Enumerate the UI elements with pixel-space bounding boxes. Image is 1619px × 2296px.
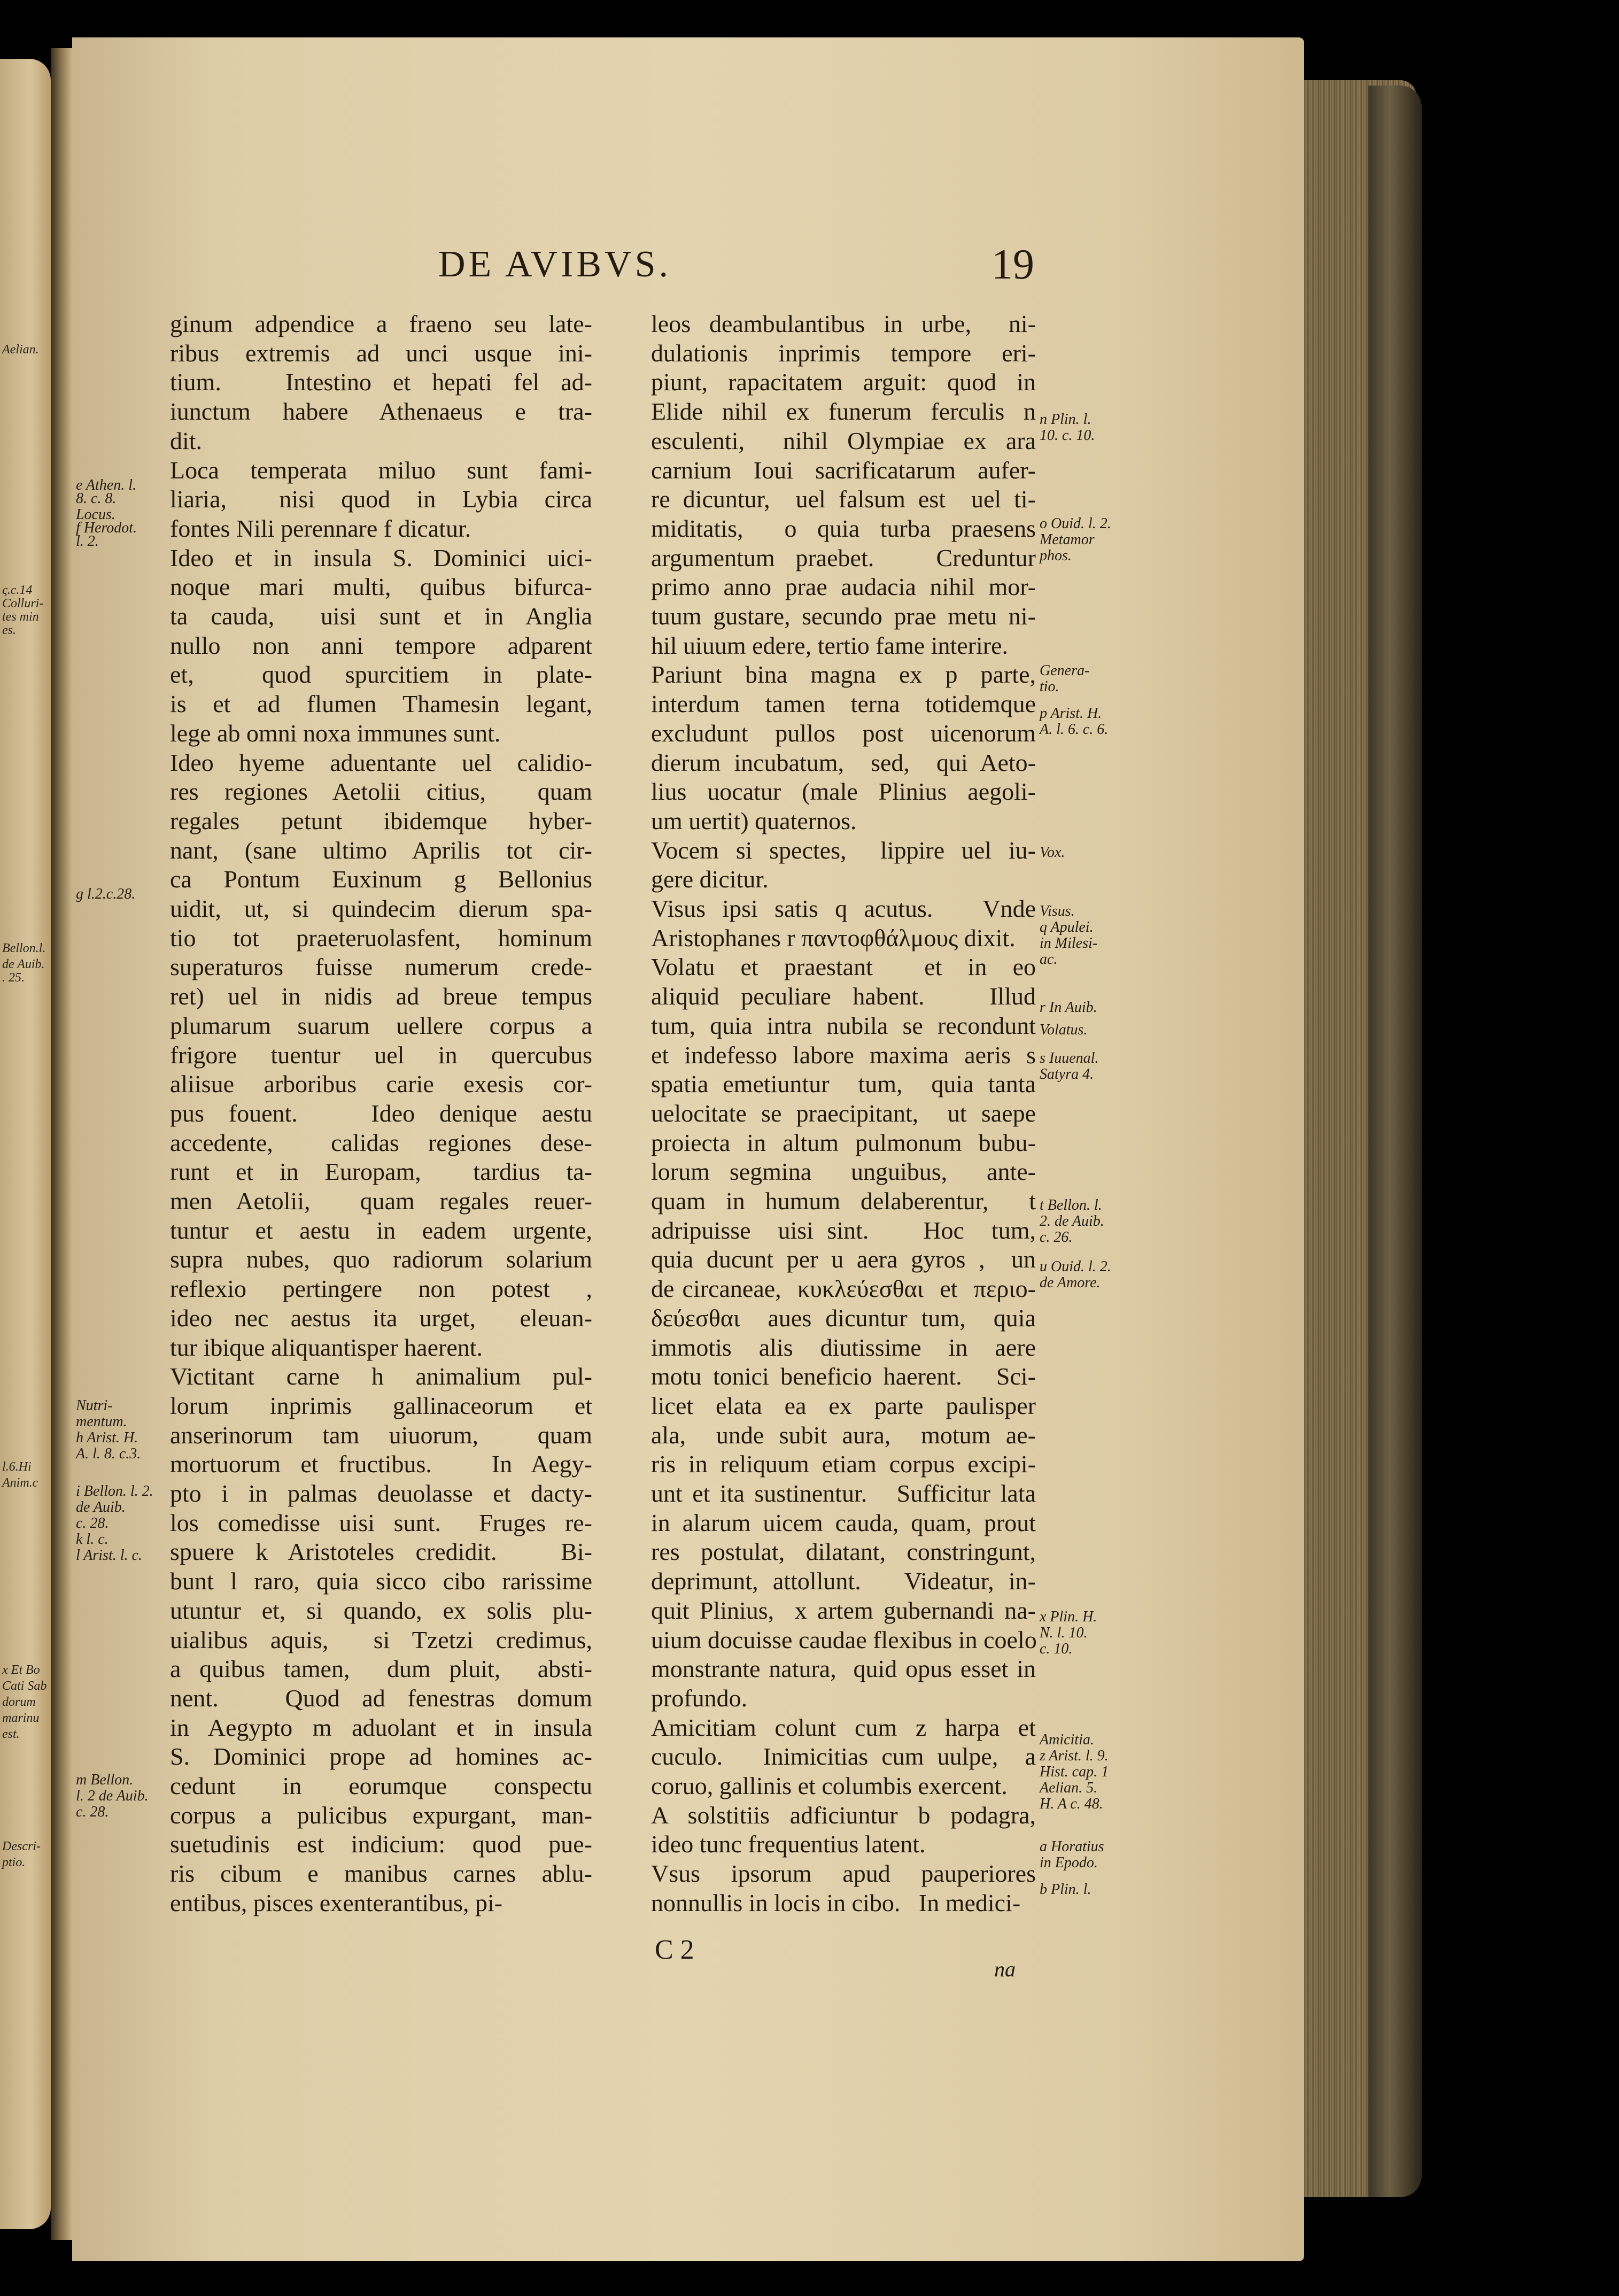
text-line: in alarum uicem cauda, quam, prout: [651, 1509, 1036, 1536]
text-line: esculenti, nihil Olympiae ex ara: [651, 427, 1036, 454]
text-line: excludunt pullos post uicenorum: [651, 719, 1036, 747]
text-line: accedente, calidas regiones dese-: [170, 1128, 592, 1156]
text-line: pto i in palmas deuolasse et dacty-: [170, 1480, 592, 1507]
text-line: iunctum habere Athenaeus e tra-: [170, 398, 592, 426]
text-line: suetudinis est indicium: quod pue-: [170, 1830, 592, 1858]
text-line: tur ibique aliquantisper haerent.: [170, 1333, 483, 1361]
text-line: lorum inprimis gallinaceorum et: [170, 1391, 592, 1419]
text-line: ideo nec aestus ita urget, eleuan-: [170, 1304, 592, 1332]
text-line: spatia emetiuntur tum, quia tanta: [651, 1070, 1036, 1098]
text-line: um uertit) quaternos.: [651, 807, 857, 834]
text-line: res regiones Aetolii citius, quam: [170, 778, 592, 806]
text-line: runt et in Europam, tardius ta-: [170, 1158, 592, 1186]
text-line: ala, unde subit aura, motum ae-: [651, 1421, 1036, 1449]
text-line: mortuorum et fructibus. In Aegy-: [170, 1450, 592, 1478]
previous-page-fragment: marinu: [2, 1711, 40, 1725]
text-line: uidit, ut, si quindecim dierum spa-: [170, 895, 592, 922]
previous-page-fragment: Colluri-: [2, 597, 44, 610]
text-line: ca Pontum Euxinum g Bellonius: [170, 865, 592, 893]
margin-note: b Plin. l.: [1040, 1881, 1091, 1898]
previous-page-fragment: tes min: [2, 610, 39, 624]
text-line: regales petunt ibidemque hyber-: [170, 807, 592, 834]
previous-page-fragment: l.6.Hi: [2, 1460, 32, 1474]
margin-note: Volatus.: [1040, 1022, 1088, 1038]
margin-note: p Arist. H.: [1040, 705, 1102, 722]
text-line: nant, (sane ultimo Aprilis tot cir-: [170, 836, 592, 864]
text-line: proiecta in altum pulmonum bubu-: [651, 1128, 1036, 1156]
text-line: ginum adpendice a fraeno seu late-: [170, 310, 592, 337]
text-line: supra nubes, quo radiorum solarium: [170, 1246, 592, 1273]
text-line: leos deambulantibus in urbe, ni-: [651, 310, 1036, 337]
text-line: liaria, nisi quod in Lybia circa: [170, 485, 592, 513]
margin-note: Hist. cap. 1: [1040, 1764, 1109, 1780]
running-head: DE AVIBVS.: [438, 244, 672, 285]
text-line: Vsus ipsorum apud pauperiores: [651, 1860, 1036, 1888]
text-line: licet elata ea ex parte paulisper: [651, 1391, 1036, 1419]
previous-page-fragment: Aelian.: [2, 343, 39, 357]
text-line: ideo tunc frequentius latent.: [651, 1830, 926, 1858]
text-line: in Aegypto m aduolant et in insula: [170, 1713, 592, 1741]
text-line: uelocitate se praecipitant, ut saepe: [651, 1099, 1036, 1127]
text-line: Aristophanes r παντοφθάλμους dixit.: [651, 924, 1016, 952]
text-line: Ideo et in insula S. Dominici uici-: [170, 544, 592, 571]
text-line: lorum segmina unguibus, ante-: [651, 1158, 1036, 1186]
text-line: cedunt in eorumque conspectu: [170, 1772, 592, 1799]
text-line: is et ad flumen Thamesin legant,: [170, 690, 592, 718]
margin-note: n Plin. l.: [1040, 411, 1091, 428]
text-line: quit Plinius, x artem gubernandi na-: [651, 1596, 1036, 1624]
margin-note: 2. de Auib.: [1040, 1213, 1104, 1230]
margin-note: a Horatius: [1040, 1838, 1104, 1855]
text-line: Visus ipsi satis q acutus. Vnde: [651, 895, 1036, 922]
text-line: Victitant carne h animalium pul-: [170, 1363, 592, 1390]
text-line: ret) uel in nidis ad breue tempus: [170, 983, 592, 1010]
text-line: uialibus aquis, si Tzetzi credimus,: [170, 1626, 592, 1653]
text-line: reflexio pertingere non potest ,: [170, 1275, 592, 1303]
text-line: argumentum praebet. Creduntur: [651, 544, 1036, 571]
text-line: anserinorum tam uiuorum, quam: [170, 1421, 592, 1449]
previous-page-fragment: Cati Sab: [2, 1679, 47, 1693]
margin-note: x Plin. H.: [1040, 1609, 1097, 1625]
margin-note: z Arist. l. 9.: [1040, 1748, 1109, 1764]
text-line: tuum gustare, secundo prae metu ni-: [651, 602, 1036, 630]
text-line: ribus extremis ad unci usque ini-: [170, 339, 592, 367]
margin-note: tio.: [1040, 678, 1059, 695]
previous-page-fragment: ς.c.14: [2, 583, 33, 597]
signature-mark: C 2: [655, 1935, 694, 1965]
margin-note: Satyra 4.: [1040, 1066, 1094, 1083]
text-line: cuculo. Inimicitias cum uulpe, a: [651, 1743, 1036, 1771]
previous-page-fragment: Anim.c: [2, 1476, 38, 1490]
text-line: nonnullis in locis in cibo. In medici-: [651, 1889, 1021, 1916]
text-line: Ideo hyeme aduentante uel calidio-: [170, 748, 592, 776]
margin-note: c. 10.: [1040, 1641, 1073, 1657]
text-line: motu tonici beneficio haerent. Sci-: [651, 1363, 1036, 1390]
margin-note: i Bellon. l. 2.: [76, 1483, 153, 1499]
margin-note: o Ouid. l. 2.: [1040, 515, 1111, 532]
margin-note: m Bellon.: [76, 1772, 134, 1788]
text-line: spuere k Aristoteles credidit. Bi-: [170, 1538, 592, 1566]
text-line: Pariunt bina magna ex p parte,: [651, 661, 1036, 689]
text-line: frigore tuentur uel in quercubus: [170, 1041, 592, 1069]
text-line: et indefesso labore maxima aeris s: [651, 1041, 1036, 1069]
margin-note: de Amore.: [1040, 1274, 1101, 1291]
margin-note: s Iuuenal.: [1040, 1050, 1099, 1066]
margin-note: c. 28.: [76, 1804, 109, 1820]
text-line: δεύεσθαι aues dicuntur tum, quia: [651, 1304, 1036, 1332]
previous-page-edge: [0, 59, 51, 2229]
text-line: Elide nihil ex funerum ferculis n: [651, 398, 1036, 426]
text-line: tuntur et aestu in eadem urgente,: [170, 1216, 592, 1244]
margin-note: h Arist. H.: [76, 1429, 138, 1446]
text-line: ris cibum e manibus carnes ablu-: [170, 1860, 592, 1888]
text-line: deprimunt, attollunt. Videatur, in-: [651, 1567, 1036, 1595]
text-line: Volatu et praestant et in eo: [651, 953, 1036, 981]
book-cover-edge: [1368, 86, 1422, 2197]
text-line: Vocem si spectes, lippire uel iu-: [651, 836, 1036, 864]
text-line: aliquid peculiare habent. Illud: [651, 983, 1036, 1010]
previous-page-fragment: es.: [2, 623, 16, 637]
margin-note: Nutri-: [76, 1397, 113, 1414]
text-line: adripuisse uisi sint. Hoc tum,: [651, 1216, 1036, 1244]
margin-note: l. 2 de Auib.: [76, 1788, 149, 1804]
text-line: immotis alis diutissime in aere: [651, 1333, 1036, 1361]
text-line: lege ab omni noxa immunes sunt.: [170, 719, 501, 747]
text-line: tium. Intestino et hepati fel ad-: [170, 368, 592, 396]
margin-note: Aelian. 5.: [1040, 1780, 1098, 1796]
margin-note: Amicitia.: [1040, 1731, 1094, 1748]
text-line: hil uiuum edere, tertio fame interire.: [651, 631, 1009, 659]
text-line: dierum incubatum, sed, qui Aeto-: [651, 748, 1036, 776]
margin-note: in Milesi-: [1040, 935, 1098, 952]
page-number: 19: [991, 241, 1034, 288]
margin-note: phos.: [1040, 547, 1072, 564]
text-line: primo anno prae audacia nihil mor-: [651, 573, 1036, 601]
margin-note: c. 26.: [1040, 1229, 1073, 1246]
book-gutter: [51, 48, 72, 2240]
text-line: Loca temperata miluo sunt fami-: [170, 456, 592, 484]
margin-note: Metamor: [1040, 531, 1095, 548]
text-line: S. Dominici prope ad homines ac-: [170, 1743, 592, 1771]
text-line: unt et ita sustinentur. Sufficitur lata: [651, 1480, 1036, 1507]
margin-note: A. l. 8. c.3.: [76, 1445, 141, 1462]
text-line: a quibus tamen, dum pluit, absti-: [170, 1655, 592, 1683]
text-line: pus fouent. Ideo denique aestu: [170, 1099, 592, 1127]
text-line: de circaneae, κυκλεύεσθαι et περιο-: [651, 1275, 1036, 1303]
text-line: profundo.: [651, 1684, 748, 1712]
previous-page-fragment: Bellon.l.: [2, 941, 46, 955]
text-line: ris in reliquum etiam corpus excipi-: [651, 1450, 1036, 1478]
margin-note: c. 28.: [76, 1515, 109, 1532]
text-line: los comedisse uisi sunt. Fruges re-: [170, 1509, 592, 1536]
text-line: tum, quia intra nubila se recondunt: [651, 1011, 1036, 1039]
previous-page-fragment: Descri-: [2, 1839, 41, 1853]
text-line: piunt, rapacitatem arguit: quod in: [651, 368, 1036, 396]
margin-note: 10. c. 10.: [1040, 427, 1095, 444]
margin-note: in Epodo.: [1040, 1854, 1098, 1871]
text-line: aliisue arboribus carie exesis cor-: [170, 1070, 592, 1098]
text-line: ta cauda, uisi sunt et in Anglia: [170, 602, 592, 630]
margin-note: l. 2.: [76, 533, 99, 550]
text-line: utuntur et, si quando, ex solis plu-: [170, 1596, 592, 1624]
text-line: men Aetolii, quam regales reuer-: [170, 1187, 592, 1215]
text-line: nent. Quod ad fenestras domum: [170, 1684, 592, 1712]
text-line: plumarum suarum uellere corpus a: [170, 1011, 592, 1039]
margin-note: t Bellon. l.: [1040, 1197, 1102, 1213]
margin-note: H. A c. 48.: [1040, 1796, 1103, 1812]
text-line: res postulat, dilatant, constringunt,: [651, 1538, 1036, 1566]
text-line: lius uocatur (male Plinius aegoli-: [651, 778, 1036, 806]
text-line: interdum tamen terna totidemque: [651, 690, 1036, 718]
previous-page-fragment: dorum: [2, 1695, 36, 1709]
margin-note: e Athen. l.: [76, 477, 137, 493]
text-line: entibus, pisces exenterantibus, pi-: [170, 1889, 503, 1916]
previous-page-fragment: est.: [2, 1727, 20, 1741]
text-line: gere dicitur.: [651, 865, 769, 893]
catchword: na: [994, 1957, 1016, 1981]
text-line: tio tot praeteruolasfent, hominum: [170, 924, 592, 952]
margin-note: r In Auib.: [1040, 999, 1097, 1016]
text-line: corpus a pulicibus expurgant, man-: [170, 1801, 592, 1829]
margin-note: Vox.: [1040, 844, 1065, 861]
text-line: A solstitiis adficiuntur b podagra,: [651, 1801, 1036, 1829]
text-line: Amicitiam colunt cum z harpa et: [651, 1713, 1036, 1741]
previous-page-fragment: x Et Bo: [2, 1663, 40, 1677]
margin-note: 8. c. 8.: [76, 490, 117, 507]
text-line: dit.: [170, 427, 203, 454]
previous-page-fragment: ptio.: [2, 1856, 26, 1869]
margin-note: Locus.: [76, 506, 115, 523]
previous-page-fragment: . 25.: [2, 971, 25, 985]
margin-note: k l. c.: [76, 1531, 109, 1548]
margin-note: Genera-: [1040, 662, 1090, 679]
text-line: quam in humum delaberentur, t: [651, 1187, 1036, 1215]
margin-note: g l.2.c.28.: [76, 886, 136, 902]
text-line: coruo, gallinis et columbis exercent.: [651, 1772, 1008, 1799]
margin-note: Visus.: [1040, 903, 1075, 919]
margin-note: q Apulei.: [1040, 919, 1094, 936]
text-line: carnium Ioui sacrificatarum aufer-: [651, 456, 1036, 484]
previous-page-fragment: de Auib.: [2, 957, 45, 971]
text-line: nullo non anni tempore adparent: [170, 631, 592, 659]
margin-note: u Ouid. l. 2.: [1040, 1258, 1111, 1275]
text-line: noque mari multi, quibus bifurca-: [170, 573, 592, 601]
text-line: quia ducunt per u aera gyros , un: [651, 1246, 1036, 1273]
text-line: re dicuntur, uel falsum est uel ti-: [651, 485, 1036, 513]
margin-note: N. l. 10.: [1040, 1625, 1088, 1641]
text-line: monstrante natura, quid opus esset in: [651, 1655, 1036, 1683]
margin-note: ac.: [1040, 951, 1058, 968]
margin-note: mentum.: [76, 1413, 127, 1430]
text-line: uium docuisse caudae flexibus in coelo: [651, 1626, 1037, 1653]
margin-note: A. l. 6. c. 6.: [1040, 721, 1109, 738]
text-line: fontes Nili perennare f dicatur.: [170, 514, 471, 542]
margin-note: f Herodot.: [76, 520, 137, 536]
margin-note: l Arist. l. c.: [76, 1547, 142, 1564]
text-line: miditatis, o quia turba praesens: [651, 514, 1036, 542]
text-line: et, quod spurcitiem in plate-: [170, 661, 592, 689]
text-line: bunt l raro, quia sicco cibo rarissime: [170, 1567, 592, 1595]
text-line: dulationis inprimis tempore eri-: [651, 339, 1036, 367]
margin-note: de Auib.: [76, 1499, 126, 1516]
text-line: superaturos fuisse numerum crede-: [170, 953, 592, 981]
